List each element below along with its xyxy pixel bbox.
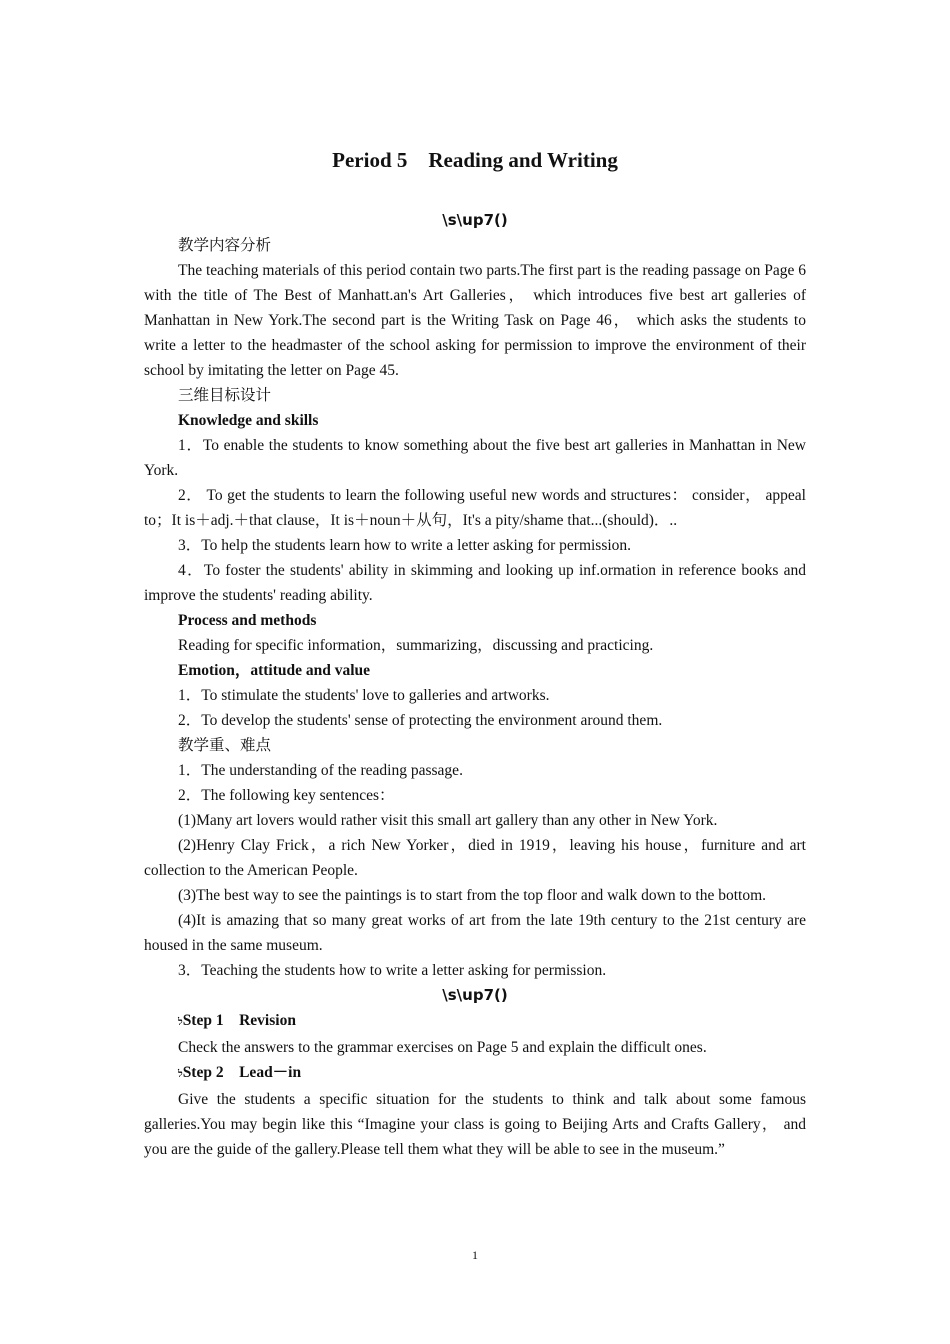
knowledge-item: 1．To enable the students to know something about the five best art galleries in Manhattan in New York. (144, 437, 806, 479)
key-sentence: (3)The best way to see the paintings is to start from the top floor and walk down to the bottom. (178, 887, 767, 904)
key-sentence: (1)Many art lovers would rather visit this small art gallery than any other in New York. (178, 812, 718, 829)
knowledge-item: 4．To foster the students' ability in skimming and looking up inf.ormation in reference books and improve the students' reading ability. (144, 562, 806, 604)
emotion-attitude-heading: Emotion，attitude and value (178, 662, 371, 679)
process-methods-text: Reading for specific information，summarizing，discussing and practicing. (178, 637, 654, 654)
step-1-heading (144, 1008, 806, 1035)
step-2-title: Step 2 Lead－in (182, 1064, 302, 1081)
key-sentence: (2)Henry Clay Frick，a rich New Yorker，died in 1919，leaving his house，furniture and art collection to the American People. (144, 837, 806, 879)
knowledge-item: 2． To get the students to learn the following useful new words and structures： consider， appeal to；It is＋adj.＋that clause，It is＋noun＋从句，It's a pity/shame that...(should)．.. (144, 487, 806, 529)
section-heading-key-points: 教学重、难点 (178, 737, 272, 754)
step-1-title: Step 1 Revision (182, 1012, 296, 1029)
key-point-item: 3．Teaching the students how to write a letter asking for permission. (178, 962, 607, 979)
process-methods-heading: Process and methods (178, 612, 317, 629)
section-heading-goals: 三维目标设计 (178, 387, 272, 404)
key-point-item: 2．The following key sentences： (178, 787, 395, 804)
step-2-heading (144, 1060, 806, 1087)
content-analysis-paragraph: The teaching materials of this period contain two parts.The first part is the reading passage on Page 6 with the title of The Best of Manhatt.an's Art Galleries， which introduces five best art galleries of Manhattan in New York.The second part is the Writing Task on Page 46， which asks the students to write a letter to the headmaster of the school asking for permission to improve the environment of their school by imitating the letter on Page 45. (144, 262, 806, 379)
document-body (144, 208, 806, 1162)
step-marker: ל (178, 1017, 183, 1028)
emotion-item: 2．To develop the students' sense of protecting the environment around them. (178, 712, 663, 729)
step-marker: ל (178, 1069, 183, 1080)
field-code: \s\up7() (442, 986, 508, 1004)
section-heading-content-analysis: 教学内容分析 (178, 237, 272, 254)
step-2-text: Give the students a specific situation for the students to think and talk about some famous galleries.You may begin like this “Imagine your class is going to Beijing Arts and Crafts Gallery， and you are the guide of the gallery.Please tell them what they will be able to see in the museum.” (144, 1091, 806, 1158)
step-1-text: Check the answers to the grammar exercises on Page 5 and explain the difficult ones. (178, 1039, 707, 1056)
page-title: Period 5 Reading and Writing (332, 148, 618, 172)
page-number: 1 (472, 1248, 478, 1262)
key-point-item: 1．The understanding of the reading passage. (178, 762, 463, 779)
key-sentence: (4)It is amazing that so many great works of art from the late 19th century to the 21st century are housed in the same museum. (144, 912, 806, 954)
knowledge-skills-heading: Knowledge and skills (178, 412, 319, 429)
knowledge-item: 3．To help the students learn how to write a letter asking for permission. (178, 537, 632, 554)
emotion-item: 1．To stimulate the students' love to galleries and artworks. (178, 687, 550, 704)
field-code: \s\up7() (442, 211, 508, 229)
